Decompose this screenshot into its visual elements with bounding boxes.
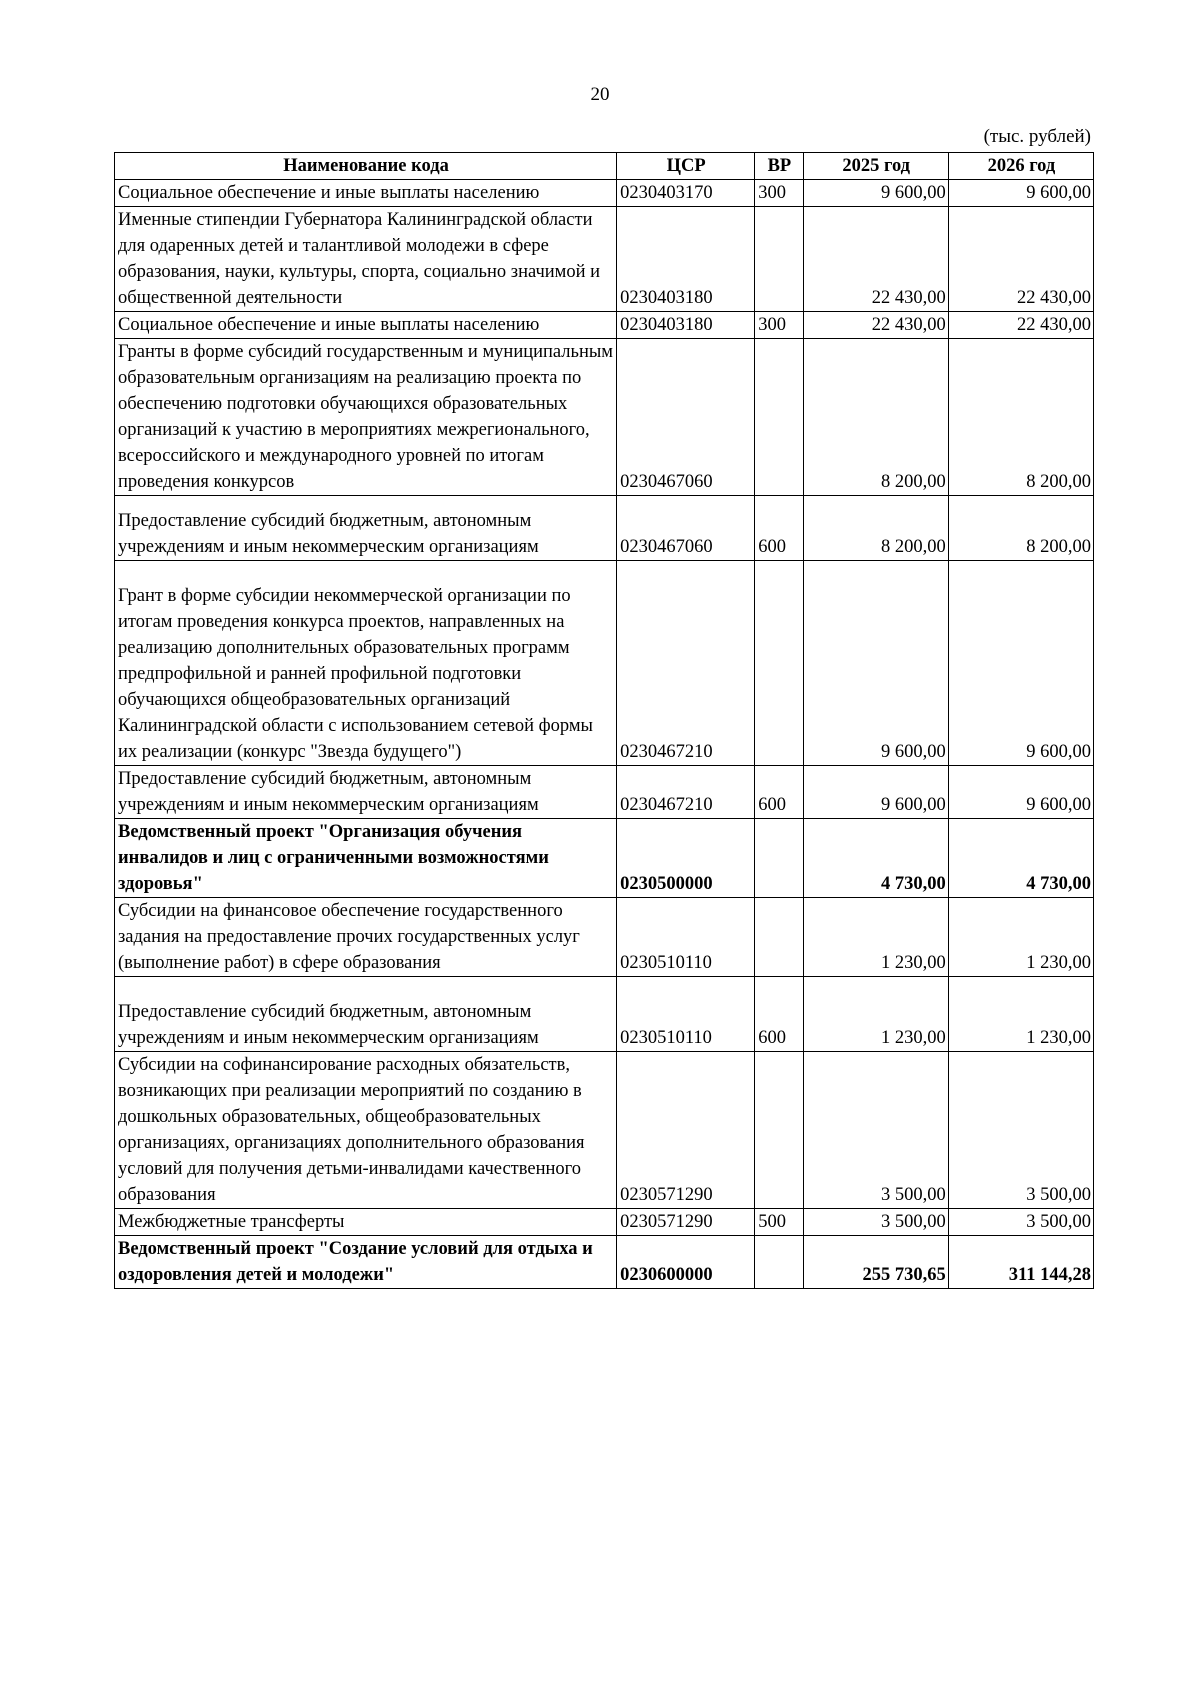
table-row <box>115 339 1094 496</box>
row-2026-cell: 3 500,00 <box>948 1052 1093 1209</box>
row-csr-cell: 0230467210 <box>617 766 755 819</box>
row-2025-cell: 1 230,00 <box>803 898 948 977</box>
row-csr-cell: 0230403170 <box>617 180 755 207</box>
row-2026-cell: 22 430,00 <box>948 312 1093 339</box>
table-row <box>115 766 1094 819</box>
row-csr-cell: 0230571290 <box>617 1052 755 1209</box>
row-2026-cell: 8 200,00 <box>948 496 1093 561</box>
row-2026-cell: 9 600,00 <box>948 561 1093 766</box>
table-row <box>115 180 1094 207</box>
row-vr-cell: 300 <box>755 180 803 207</box>
row-vr-cell <box>755 1052 803 1209</box>
row-csr-cell: 0230510110 <box>617 977 755 1052</box>
row-vr-cell: 300 <box>755 312 803 339</box>
row-2026-cell: 8 200,00 <box>948 339 1093 496</box>
row-2025-cell: 9 600,00 <box>803 766 948 819</box>
row-2025-cell: 4 730,00 <box>803 819 948 898</box>
row-2026-cell: 4 730,00 <box>948 819 1093 898</box>
page-number: 20 <box>590 84 610 105</box>
row-name-cell: Предоставление субсидий бюджетным, автономным учреждениям и иным некоммерческим организациям <box>115 977 617 1052</box>
row-name-cell: Социальное обеспечение и иные выплаты населению <box>115 312 617 339</box>
table-row <box>115 977 1094 1052</box>
header-csr: ЦСР <box>617 153 755 180</box>
units-label: (тыс. рублей) <box>983 126 1091 147</box>
row-csr-cell: 0230500000 <box>617 819 755 898</box>
row-csr-cell: 0230467060 <box>617 496 755 561</box>
row-2025-cell: 8 200,00 <box>803 496 948 561</box>
row-2026-cell: 9 600,00 <box>948 180 1093 207</box>
row-name-cell: Субсидии на софинансирование расходных обязательств, возникающих при реализации мероприятий по созданию в дошкольных образовательных, общеобразовательных организациях, организациях дополнительного образования условий для получения детьми-инвалидами качественного образования <box>115 1052 617 1209</box>
row-name-cell: Предоставление субсидий бюджетным, автономным учреждениям и иным некоммерческим организациям <box>115 766 617 819</box>
row-2025-cell: 22 430,00 <box>803 207 948 312</box>
row-2025-cell: 9 600,00 <box>803 561 948 766</box>
table-row <box>115 898 1094 977</box>
row-name-cell: Гранты в форме субсидий государственным и муниципальным образовательным организациям на реализацию проекта по обеспечению подготовки обучающихся образовательных организаций к участию в мероприятиях межрегионального, всероссийского и международного уровней по итогам проведения конкурсов <box>115 339 617 496</box>
row-2025-cell: 3 500,00 <box>803 1052 948 1209</box>
table-row <box>115 496 1094 561</box>
row-name-cell: Субсидии на финансовое обеспечение государственного задания на предоставление прочих государственных услуг (выполнение работ) в сфере образования <box>115 898 617 977</box>
row-2026-cell: 1 230,00 <box>948 977 1093 1052</box>
row-vr-cell: 600 <box>755 496 803 561</box>
header-vr: ВР <box>755 153 803 180</box>
row-name-cell: Ведомственный проект "Создание условий для отдыха и оздоровления детей и молодежи" <box>115 1236 617 1289</box>
table-body <box>115 180 1094 1289</box>
header-2026: 2026 год <box>948 153 1093 180</box>
row-name-cell: Грант в форме субсидии некоммерческой организации по итогам проведения конкурса проектов, направленных на реализацию дополнительных образовательных программ предпрофильной и ранней профильной подготовки обучающихся общеобразовательных организаций Калининградской области с использованием сетевой формы их реализации (конкурс "Звезда будущего") <box>115 561 617 766</box>
row-2026-cell: 9 600,00 <box>948 766 1093 819</box>
table-header-row <box>115 153 1094 180</box>
table-row <box>115 561 1094 766</box>
row-csr-cell: 0230600000 <box>617 1236 755 1289</box>
row-2025-cell: 1 230,00 <box>803 977 948 1052</box>
table-row <box>115 312 1094 339</box>
row-csr-cell: 0230467210 <box>617 561 755 766</box>
header-name: Наименование кода <box>115 153 617 180</box>
row-2025-cell: 3 500,00 <box>803 1209 948 1236</box>
row-name-cell: Социальное обеспечение и иные выплаты населению <box>115 180 617 207</box>
row-name-cell: Предоставление субсидий бюджетным, автономным учреждениям и иным некоммерческим организациям <box>115 496 617 561</box>
row-csr-cell: 0230510110 <box>617 898 755 977</box>
row-csr-cell: 0230467060 <box>617 339 755 496</box>
row-2026-cell: 311 144,28 <box>948 1236 1093 1289</box>
row-csr-cell: 0230403180 <box>617 207 755 312</box>
table-row <box>115 207 1094 312</box>
row-name-cell: Межбюджетные трансферты <box>115 1209 617 1236</box>
row-2026-cell: 1 230,00 <box>948 898 1093 977</box>
row-vr-cell: 600 <box>755 766 803 819</box>
row-vr-cell <box>755 819 803 898</box>
row-vr-cell <box>755 207 803 312</box>
table-row <box>115 819 1094 898</box>
row-name-cell: Именные стипендии Губернатора Калининградской области для одаренных детей и талантливой молодежи в сфере образования, науки, культуры, спорта, социально значимой и общественной деятельности <box>115 207 617 312</box>
row-2025-cell: 9 600,00 <box>803 180 948 207</box>
row-2026-cell: 3 500,00 <box>948 1209 1093 1236</box>
row-vr-cell <box>755 561 803 766</box>
row-name-cell: Ведомственный проект "Организация обучения инвалидов и лиц с ограниченными возможностями здоровья" <box>115 819 617 898</box>
row-2025-cell: 8 200,00 <box>803 339 948 496</box>
row-csr-cell: 0230403180 <box>617 312 755 339</box>
row-vr-cell <box>755 898 803 977</box>
row-2025-cell: 255 730,65 <box>803 1236 948 1289</box>
row-csr-cell: 0230571290 <box>617 1209 755 1236</box>
row-vr-cell <box>755 1236 803 1289</box>
row-vr-cell: 500 <box>755 1209 803 1236</box>
table-row <box>115 1052 1094 1209</box>
table-row <box>115 1236 1094 1289</box>
row-vr-cell: 600 <box>755 977 803 1052</box>
row-2025-cell: 22 430,00 <box>803 312 948 339</box>
budget-table <box>114 152 1094 1289</box>
row-vr-cell <box>755 339 803 496</box>
row-2026-cell: 22 430,00 <box>948 207 1093 312</box>
header-2025: 2025 год <box>803 153 948 180</box>
table-row <box>115 1209 1094 1236</box>
